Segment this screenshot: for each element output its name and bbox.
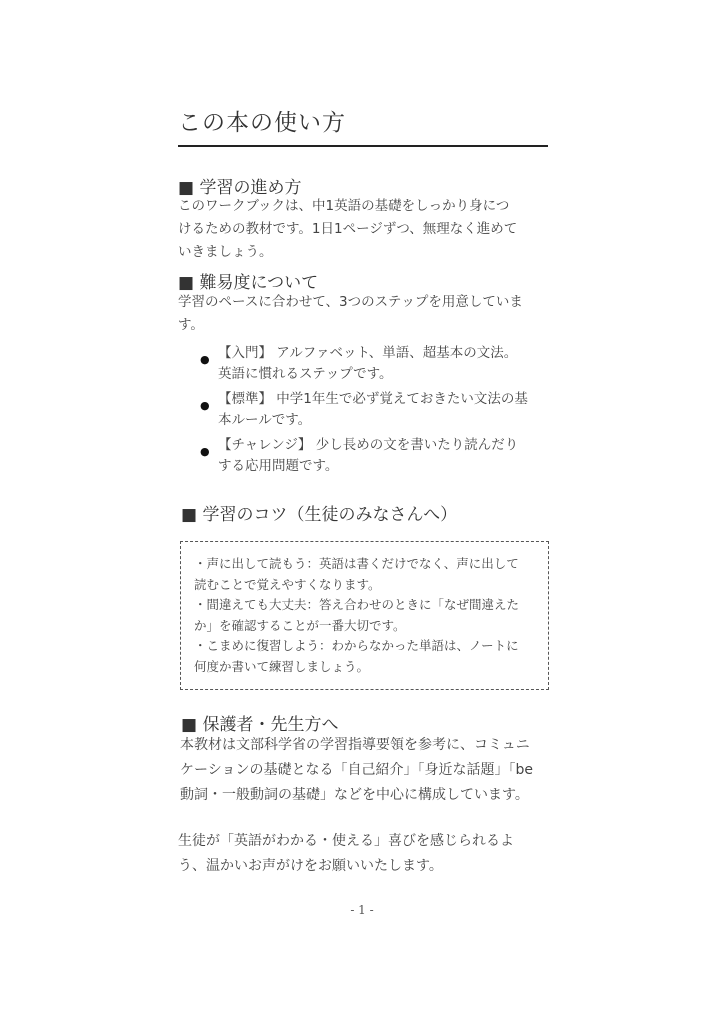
text-line: 【標準】 中学1年生で必ず覚えておきたい文法の基 (218, 391, 528, 407)
bullet-icon: ● (200, 445, 210, 458)
text-line: 動詞・一般動詞の基礎」などを中心に構成しています。 (180, 787, 529, 803)
list-item (200, 343, 560, 385)
page-number: - 1 - (350, 903, 374, 917)
heading-study-tips: ■ 学習のコツ（生徒のみなさんへ） (181, 505, 458, 525)
text-line: けるための教材です。1日1ページずつ、無理なく進めて (178, 221, 518, 237)
text-line: 本教材は文部科学省の学習指導要領を参考に、コミュニ (180, 737, 530, 753)
paragraph-guardians-closing (178, 829, 514, 879)
text-line: 本ルールです。 (218, 412, 312, 428)
text-line: 英語に慣れるステップです。 (218, 366, 393, 382)
tips-text (194, 554, 519, 677)
text-line: 【入門】 アルファベット、単語、超基本の文法。 (218, 345, 518, 361)
paragraph-difficulty (178, 291, 523, 337)
text-line: 何度か書いて練習しましょう。 (194, 658, 370, 674)
text-line: す。 (178, 317, 204, 333)
text-line: ケーションの基礎となる「自己紹介」「身近な話題」「be (180, 762, 533, 778)
bullet-icon: ● (200, 399, 210, 412)
paragraph-guardians (180, 733, 533, 808)
text-line: ・間違えても大丈夫：答え合わせのときに「なぜ間違えた (194, 597, 520, 612)
text-line: ・声に出して読もう：英語は書くだけでなく、声に出して (194, 556, 519, 571)
text-line: 学習のペースに合わせて、3つのステップを用意していま (178, 294, 523, 310)
text-line: いきましょう。 (178, 244, 273, 260)
text-line: ・こまめに復習しよう：わからなかった単語は、ノートに (194, 638, 519, 653)
text-line: する応用問題です。 (218, 458, 339, 474)
page-title: この本の使い方 (178, 110, 346, 136)
text-line: う、温かいお声がけをお願いいたします。 (178, 858, 443, 874)
list-item (200, 435, 560, 477)
text-line: 【チャレンジ】 少し長めの文を書いたり読んだり (218, 437, 519, 453)
bullet-icon: ● (200, 353, 210, 366)
paragraph-study-method (178, 195, 517, 264)
difficulty-step-list (200, 343, 560, 481)
tips-box (180, 541, 549, 690)
heading-difficulty: ■ 難易度について (178, 273, 319, 293)
text-line: このワークブックは、中1英語の基礎をしっかり身につ (178, 198, 510, 214)
heading-study-method: ■ 学習の進め方 (178, 178, 302, 198)
text-line: か」を確認することが一番大切です。 (194, 617, 406, 633)
text-line: 読むことで覚えやすくなります。 (194, 576, 381, 592)
heading-guardians: ■ 保護者・先生方へ (181, 715, 339, 735)
list-item (200, 389, 560, 431)
text-line: 生徒が「英語がわかる・使える」喜びを感じられるよ (178, 833, 514, 849)
title-divider (178, 145, 548, 147)
